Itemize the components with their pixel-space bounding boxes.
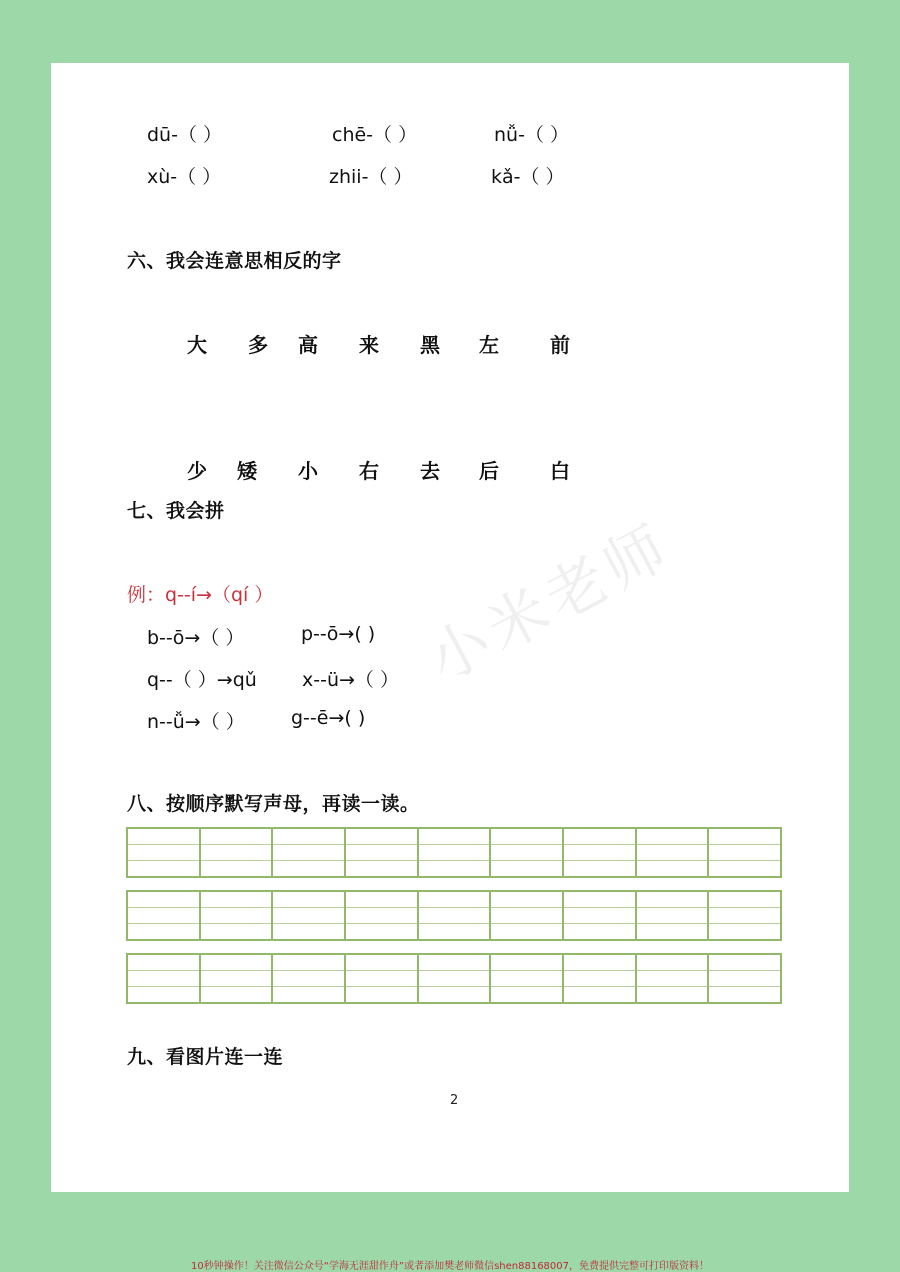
antonym-char: 大	[187, 333, 207, 357]
footer-promo-text: 10秒钟操作！关注微信公众号“学海无涯甜作舟”或者添加樊老师微信shen88168007，免费提供完整可打印版资料！	[190, 1261, 710, 1272]
writing-cell[interactable]	[564, 829, 637, 876]
section7-heading: 七、我会拼	[127, 500, 225, 522]
writing-cell[interactable]	[273, 892, 346, 939]
spelling-example: 例：q--í→（qí ）	[127, 584, 274, 606]
antonym-char: 白	[550, 459, 570, 483]
antonym-char: 去	[420, 459, 440, 483]
watermark: 小米老师	[417, 510, 684, 697]
writing-cell[interactable]	[273, 829, 346, 876]
pinyin-item: xù-（ ）	[147, 166, 222, 188]
pinyin-item: zhii-（ ）	[329, 166, 413, 188]
antonym-char: 来	[359, 333, 379, 357]
antonym-char: 前	[550, 333, 570, 357]
spelling-item: n--ǚ→（ ）	[147, 711, 245, 733]
section6-heading: 六、我会连意思相反的字	[127, 250, 342, 272]
writing-cell[interactable]	[491, 892, 564, 939]
writing-cell[interactable]	[128, 829, 201, 876]
spelling-item: x--ü→（ ）	[302, 669, 399, 691]
writing-cell[interactable]	[564, 892, 637, 939]
spelling-item: q--（ ）→qǔ	[147, 669, 257, 691]
section9-heading: 九、看图片连一连	[127, 1046, 284, 1068]
writing-grid-row-3	[126, 953, 782, 1004]
writing-cell[interactable]	[709, 892, 780, 939]
page-number: 2	[450, 1093, 459, 1108]
spelling-item: b--ō→（ ）	[147, 627, 245, 649]
worksheet-page	[51, 63, 849, 1192]
antonym-char: 矮	[237, 459, 257, 483]
antonym-char: 少	[187, 459, 207, 483]
section8-heading: 八、按顺序默写声母，再读一读。	[127, 793, 420, 815]
writing-cell[interactable]	[709, 829, 780, 876]
writing-cell[interactable]	[491, 829, 564, 876]
writing-cell[interactable]	[637, 955, 710, 1002]
writing-cell[interactable]	[128, 892, 201, 939]
writing-cell[interactable]	[201, 955, 274, 1002]
antonym-char: 多	[248, 333, 268, 357]
antonym-char: 后	[479, 459, 499, 483]
writing-cell[interactable]	[564, 955, 637, 1002]
spelling-item: p--ō→( )	[301, 623, 376, 645]
writing-cell[interactable]	[346, 892, 419, 939]
pinyin-item: kǎ-（ ）	[491, 166, 565, 188]
pinyin-item: nǚ-（ ）	[494, 124, 569, 146]
writing-cell[interactable]	[201, 829, 274, 876]
writing-cell[interactable]	[709, 955, 780, 1002]
writing-cell[interactable]	[637, 829, 710, 876]
writing-cell[interactable]	[273, 955, 346, 1002]
antonym-char: 右	[359, 459, 379, 483]
pinyin-item: dū-（ ）	[147, 124, 222, 146]
antonym-char: 左	[479, 333, 499, 357]
writing-cell[interactable]	[128, 955, 201, 1002]
writing-cell[interactable]	[346, 829, 419, 876]
writing-cell[interactable]	[419, 955, 492, 1002]
writing-grid-row-2	[126, 890, 782, 941]
spelling-item: g--ē→( )	[291, 707, 366, 729]
antonym-char: 黑	[420, 333, 440, 357]
pinyin-item: chē-（ ）	[332, 124, 418, 146]
writing-cell[interactable]	[491, 955, 564, 1002]
writing-cell[interactable]	[201, 892, 274, 939]
antonym-char: 小	[298, 459, 318, 483]
writing-cell[interactable]	[637, 892, 710, 939]
writing-grid-row-1	[126, 827, 782, 878]
antonym-char: 高	[298, 333, 318, 357]
writing-cell[interactable]	[419, 892, 492, 939]
writing-cell[interactable]	[346, 955, 419, 1002]
writing-cell[interactable]	[419, 829, 492, 876]
